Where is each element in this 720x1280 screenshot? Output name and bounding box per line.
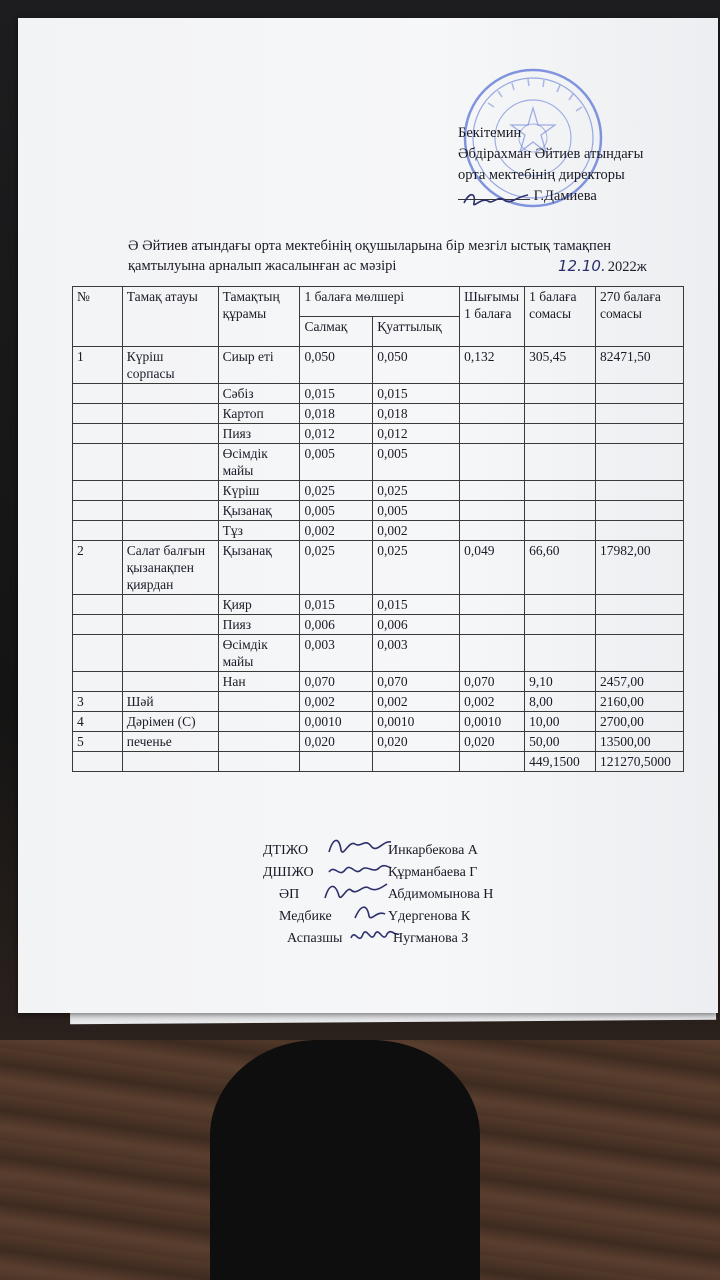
cell-number [73, 444, 123, 481]
cell-cost-270: 2160,00 [596, 692, 684, 712]
cell-dish [122, 672, 218, 692]
cell-energy [373, 752, 460, 772]
cell-cost-270 [596, 384, 684, 404]
table-row [73, 481, 684, 501]
header-cost-270: 270 балаға сомасы [596, 287, 684, 347]
header-yield: Шығымы 1 балаға [460, 287, 525, 347]
approval-line-3: орта мектебінің директоры [458, 167, 625, 183]
director-signature-icon [460, 189, 532, 211]
signature-role: ДШІЖО [263, 865, 314, 880]
cell-dish: Шәй [122, 692, 218, 712]
cell-composition: Күріш [218, 481, 300, 501]
cell-cost-270 [596, 635, 684, 672]
cell-yield [460, 404, 525, 424]
cell-weight: 0,015 [300, 595, 373, 615]
cell-number [73, 481, 123, 501]
cell-composition: Өсімдік майы [218, 635, 300, 672]
cell-energy: 0,0010 [373, 712, 460, 732]
cell-cost-one: 10,00 [525, 712, 596, 732]
cell-dish: Күріш сорпасы [122, 347, 218, 384]
signature-row [263, 906, 583, 928]
cell-weight [300, 752, 373, 772]
shadow [210, 1040, 480, 1280]
cell-number: 4 [73, 712, 123, 732]
cell-energy: 0,015 [373, 595, 460, 615]
cell-cost-270 [596, 444, 684, 481]
cell-cost-270: 2700,00 [596, 712, 684, 732]
cell-cost-one: 8,00 [525, 692, 596, 712]
cell-cost-270 [596, 615, 684, 635]
approval-signature-line [458, 186, 718, 207]
cell-number: 2 [73, 541, 123, 595]
cell-dish [122, 752, 218, 772]
approval-line-2: Әбдірахман Әйтиев атындағы [458, 146, 644, 162]
cell-energy: 0,050 [373, 347, 460, 384]
cell-energy: 0,002 [373, 521, 460, 541]
cell-weight: 0,005 [300, 444, 373, 481]
cell-number [73, 501, 123, 521]
cell-composition: Сәбіз [218, 384, 300, 404]
cell-energy: 0,020 [373, 732, 460, 752]
cell-weight: 0,005 [300, 501, 373, 521]
cell-dish [122, 481, 218, 501]
cell-yield: 0,132 [460, 347, 525, 384]
cell-dish [122, 635, 218, 672]
cell-composition [218, 752, 300, 772]
cell-energy: 0,025 [373, 541, 460, 595]
cell-composition: Қызанақ [218, 501, 300, 521]
title-line-2: қамтылуына арналып жасалынған ас мәзірі [128, 258, 397, 274]
cell-energy: 0,002 [373, 692, 460, 712]
cell-dish [122, 501, 218, 521]
cell-composition: Картоп [218, 404, 300, 424]
cell-yield: 0,0010 [460, 712, 525, 732]
approval-line-1: Бекітемин [458, 125, 522, 141]
cell-cost-270 [596, 424, 684, 444]
table-row [73, 672, 684, 692]
cell-composition [218, 712, 300, 732]
cell-yield [460, 501, 525, 521]
cell-number: 1 [73, 347, 123, 384]
table-row [73, 384, 684, 404]
cell-weight: 0,050 [300, 347, 373, 384]
cell-energy: 0,015 [373, 384, 460, 404]
cell-cost-one [525, 521, 596, 541]
cell-energy: 0,003 [373, 635, 460, 672]
table-row [73, 635, 684, 672]
cell-number [73, 521, 123, 541]
cell-composition: Пияз [218, 424, 300, 444]
cell-cost-270: 2457,00 [596, 672, 684, 692]
cell-dish: Дәрімен (С) [122, 712, 218, 732]
table-row [73, 424, 684, 444]
header-weight: Салмақ [300, 317, 373, 347]
cell-dish [122, 595, 218, 615]
cell-composition: Нан [218, 672, 300, 692]
menu-table [72, 286, 684, 772]
table-header-row [73, 287, 684, 317]
cell-cost-one: 66,60 [525, 541, 596, 595]
cell-cost-one: 50,00 [525, 732, 596, 752]
cell-cost-one: 9,10 [525, 672, 596, 692]
header-per-child: 1 балаға мөлшері [300, 287, 460, 317]
cell-cost-270 [596, 404, 684, 424]
cell-energy: 0,005 [373, 501, 460, 521]
title-line-1: Ә Әйтиев атындағы орта мектебінің оқушыларына бір мезгіл ыстық тамақпен [128, 238, 612, 254]
cell-weight: 0,002 [300, 521, 373, 541]
cell-weight: 0,003 [300, 635, 373, 672]
cell-cost-one [525, 635, 596, 672]
cell-cost-270 [596, 501, 684, 521]
signature-block [263, 840, 583, 950]
cell-number [73, 672, 123, 692]
cell-number [73, 752, 123, 772]
table-row [73, 692, 684, 712]
table-row [73, 732, 684, 752]
cell-dish [122, 444, 218, 481]
cell-yield [460, 481, 525, 501]
cell-yield: 0,049 [460, 541, 525, 595]
cell-energy: 0,006 [373, 615, 460, 635]
cell-weight: 0,006 [300, 615, 373, 635]
cell-cost-one [525, 424, 596, 444]
menu-document [18, 18, 718, 1013]
signature-row [263, 884, 583, 906]
signature-role: Аспазшы [287, 931, 343, 946]
cell-yield [460, 444, 525, 481]
cell-energy: 0,025 [373, 481, 460, 501]
cell-yield: 0,070 [460, 672, 525, 692]
header-number: № [73, 287, 123, 347]
cell-number [73, 404, 123, 424]
cell-weight: 0,025 [300, 481, 373, 501]
header-composition: Тамақтың құрамы [218, 287, 300, 347]
signature-row [263, 862, 583, 884]
cell-dish [122, 424, 218, 444]
cell-composition: Тұз [218, 521, 300, 541]
cell-cost-one [525, 444, 596, 481]
cell-number [73, 424, 123, 444]
cell-composition [218, 692, 300, 712]
table-row [73, 615, 684, 635]
cell-yield [460, 521, 525, 541]
signature-name: Құрманбаева Г [388, 865, 478, 880]
director-name: Г.Дамиева [533, 188, 597, 204]
signature-role: Медбике [279, 909, 332, 924]
cell-weight: 0,002 [300, 692, 373, 712]
cell-composition: Өсімдік майы [218, 444, 300, 481]
table-total-row [73, 752, 684, 772]
cell-yield [460, 384, 525, 404]
document-title [128, 236, 718, 276]
cell-weight: 0,070 [300, 672, 373, 692]
cell-composition: Пияз [218, 615, 300, 635]
cell-energy: 0,070 [373, 672, 460, 692]
cell-cost-one: 449,1500 [525, 752, 596, 772]
cell-number [73, 384, 123, 404]
cell-composition: Қызанақ [218, 541, 300, 595]
cell-number [73, 615, 123, 635]
signature-name: Инкарбекова А [388, 843, 478, 858]
cell-cost-270: 13500,00 [596, 732, 684, 752]
table-row [73, 595, 684, 615]
cell-dish: печенье [122, 732, 218, 752]
header-energy: Қуаттылық [373, 317, 460, 347]
cell-dish [122, 521, 218, 541]
cell-number: 5 [73, 732, 123, 752]
cell-yield [460, 424, 525, 444]
signature-name: Абдимомынова Н [388, 887, 494, 902]
cell-yield [460, 615, 525, 635]
table-row [73, 712, 684, 732]
cell-dish: Салат балғын қызанақпен қиярдан [122, 541, 218, 595]
cell-weight: 0,018 [300, 404, 373, 424]
signature-row [263, 928, 583, 950]
cell-cost-one [525, 501, 596, 521]
cell-yield [460, 635, 525, 672]
signature-name: Нугманова З [393, 931, 469, 946]
cell-cost-one [525, 615, 596, 635]
cell-energy: 0,005 [373, 444, 460, 481]
table-row [73, 444, 684, 481]
signature-name: Үдергенова К [388, 909, 471, 924]
table-row [73, 404, 684, 424]
cell-weight: 0,025 [300, 541, 373, 595]
cell-number [73, 595, 123, 615]
document-date [558, 256, 647, 277]
cell-weight: 0,020 [300, 732, 373, 752]
cell-energy: 0,012 [373, 424, 460, 444]
signature-row [263, 840, 583, 862]
signature-role: ӘП [279, 887, 300, 902]
signature-role: ДТІЖО [263, 843, 309, 858]
header-dish: Тамақ атауы [122, 287, 218, 347]
cell-cost-one [525, 481, 596, 501]
cell-composition: Сиыр еті [218, 347, 300, 384]
cell-yield: 0,020 [460, 732, 525, 752]
cell-weight: 0,015 [300, 384, 373, 404]
handwritten-signature-icon [351, 900, 391, 926]
header-cost-one: 1 балаға сомасы [525, 287, 596, 347]
cell-yield [460, 595, 525, 615]
cell-dish [122, 615, 218, 635]
cell-dish [122, 384, 218, 404]
cell-weight: 0,012 [300, 424, 373, 444]
cell-cost-one [525, 595, 596, 615]
cell-energy: 0,018 [373, 404, 460, 424]
cell-cost-one [525, 384, 596, 404]
cell-cost-270: 82471,50 [596, 347, 684, 384]
cell-weight: 0,0010 [300, 712, 373, 732]
cell-cost-270 [596, 595, 684, 615]
date-handwritten: 12.10. [558, 257, 606, 275]
cell-cost-one [525, 404, 596, 424]
table-row [73, 347, 684, 384]
cell-cost-270 [596, 521, 684, 541]
cell-number: 3 [73, 692, 123, 712]
cell-yield: 0,002 [460, 692, 525, 712]
table-row [73, 521, 684, 541]
cell-composition [218, 732, 300, 752]
cell-cost-270: 121270,5000 [596, 752, 684, 772]
date-printed: 2022ж [607, 259, 647, 275]
approval-block [458, 123, 718, 207]
cell-cost-one: 305,45 [525, 347, 596, 384]
cell-yield [460, 752, 525, 772]
cell-cost-270: 17982,00 [596, 541, 684, 595]
cell-composition: Қияр [218, 595, 300, 615]
cell-dish [122, 404, 218, 424]
table-row [73, 501, 684, 521]
director-signature [458, 199, 530, 200]
table-row [73, 541, 684, 595]
cell-number [73, 635, 123, 672]
cell-cost-270 [596, 481, 684, 501]
